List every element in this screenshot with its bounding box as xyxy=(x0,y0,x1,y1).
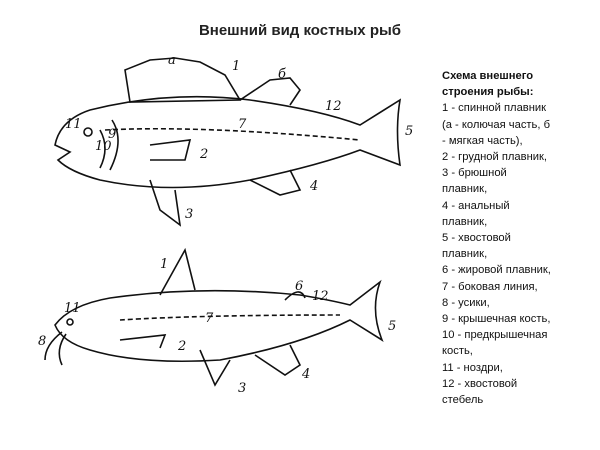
legend-line: 5 - хвостовой xyxy=(442,232,511,245)
label-2: 2 xyxy=(200,147,209,162)
legend-heading: строения рыбы: xyxy=(442,86,534,99)
label-6: 6 xyxy=(295,279,304,294)
legend-line: плавник, xyxy=(442,183,488,196)
label-9: 9 xyxy=(108,127,117,142)
label-4: 4 xyxy=(310,179,319,194)
label-3: 3 xyxy=(185,207,194,222)
legend-line: плавник, xyxy=(442,248,488,261)
slide-title: Внешний вид костных рыб xyxy=(198,22,402,39)
label-a: а xyxy=(168,53,176,68)
label-7: 7 xyxy=(205,311,214,326)
legend-heading: Схема внешнего xyxy=(442,70,534,82)
label-8: 8 xyxy=(38,334,47,349)
label-7: 7 xyxy=(238,117,247,132)
label-11: 11 xyxy=(65,117,82,132)
legend-line: кость, xyxy=(442,345,473,358)
legend-line: 2 - грудной плавник, xyxy=(442,151,548,164)
label-3: 3 xyxy=(238,381,247,396)
catfish xyxy=(45,250,382,385)
label-10: 10 xyxy=(95,139,112,154)
legend-line: 10 - предкрышечная xyxy=(442,329,548,342)
label-12: 12 xyxy=(325,99,342,114)
legend-line: 1 - спинной плавник xyxy=(442,102,547,115)
label-1: 1 xyxy=(160,257,169,272)
legend xyxy=(442,68,600,408)
legend-line: 11 - ноздри, xyxy=(442,361,503,374)
legend-line: 9 - крышечная кость, xyxy=(442,313,551,326)
legend-line: 7 - боковая линия, xyxy=(442,280,538,293)
legend-line: 8 - усики, xyxy=(442,296,490,309)
fish2-labels xyxy=(38,257,396,396)
legend-line: стебель xyxy=(442,394,484,407)
legend-line: 6 - жировой плавник, xyxy=(442,264,551,277)
label-12: 12 xyxy=(312,289,329,304)
label-5: 5 xyxy=(388,319,397,334)
legend-line: 12 - хвостовой xyxy=(442,377,518,390)
label-4: 4 xyxy=(302,367,311,382)
legend-line: плавник, xyxy=(442,215,488,228)
label-11: 11 xyxy=(64,301,81,316)
label-1: 1 xyxy=(232,59,241,74)
legend-line: 3 - брюшной xyxy=(442,167,507,180)
legend-line: 4 - анальный xyxy=(442,199,510,212)
label-b: б xyxy=(278,67,286,82)
legend-line: - мягкая часть), xyxy=(442,134,523,147)
label-2: 2 xyxy=(178,339,187,354)
legend-line: (а - колючая часть, б xyxy=(442,118,550,131)
label-5: 5 xyxy=(405,124,414,139)
